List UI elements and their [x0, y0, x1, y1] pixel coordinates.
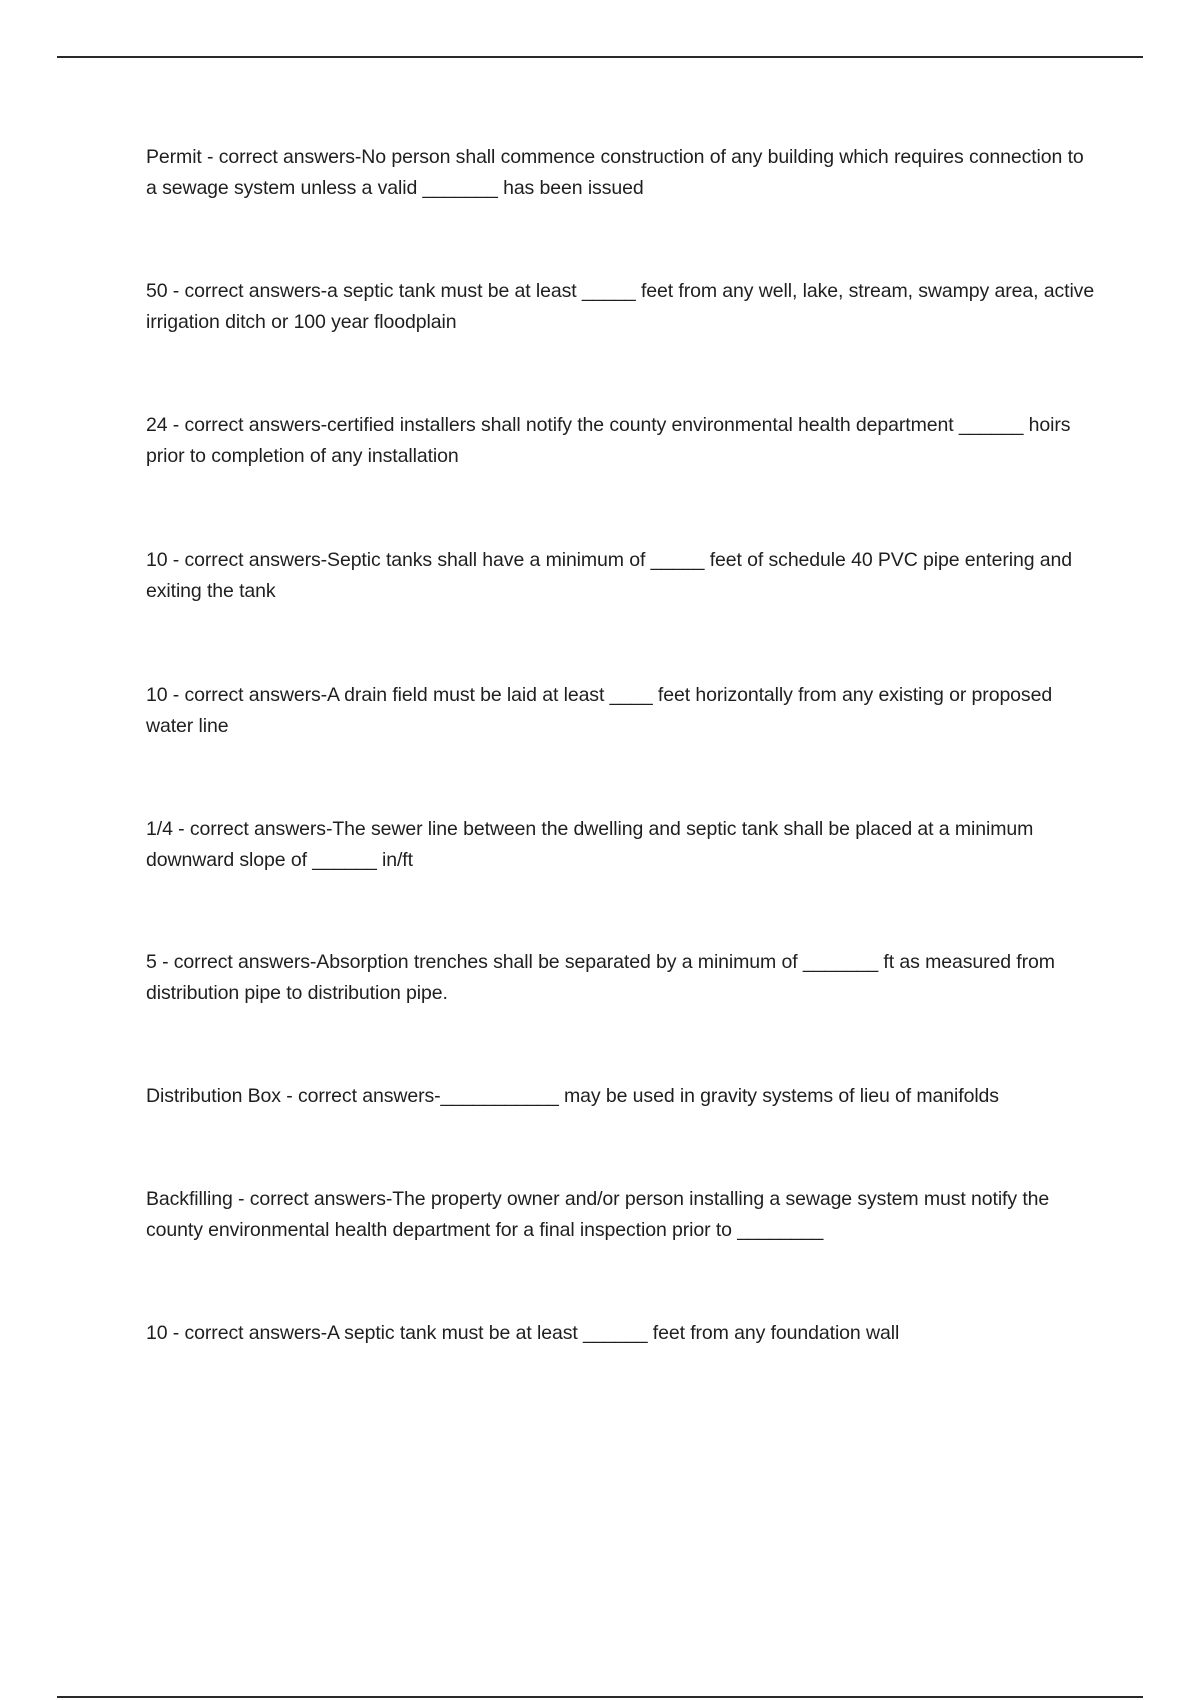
- qa-item-sewer-slope: 1/4 - correct answers-The sewer line between the dwelling and septic tank shall be placed at a minimum downward slope of ______ in/ft: [146, 818, 1034, 871]
- qa-item-septic-distance-well: 50 - correct answers-a septic tank must be at least _____ feet from any well, lake, stream, swampy area, active irrigation ditch or 100 year floodplain: [146, 280, 1095, 333]
- qa-item-drain-field: 10 - correct answers-A drain field must be laid at least ____ feet horizontally from any existing or proposed water line: [146, 684, 1053, 737]
- footer-rule: [57, 1696, 1143, 1698]
- qa-item-pvc-pipe: 10 - correct answers-Septic tanks shall have a minimum of _____ feet of schedule 40 PVC pipe entering and exiting the tank: [146, 549, 1073, 602]
- header-rule: [57, 56, 1143, 58]
- qa-item-distribution-box: Distribution Box - correct answers-___________ may be used in gravity systems of lieu of manifolds: [146, 1085, 999, 1107]
- qa-item-permit: Permit - correct answers-No person shall commence construction of any building which requires connection to a sewage system unless a valid _______ has been issued: [146, 146, 1084, 199]
- qa-item-foundation-wall: 10 - correct answers-A septic tank must be at least ______ feet from any foundation wall: [146, 1322, 900, 1344]
- qa-item-backfilling: Backfilling - correct answers-The property owner and/or person installing a sewage system must notify the county environmental health department for a final inspection prior to ________: [146, 1188, 1050, 1241]
- qa-item-absorption-trenches: 5 - correct answers-Absorption trenches shall be separated by a minimum of _______ ft as measured from distribution pipe to distribution pipe.: [146, 951, 1055, 1004]
- qa-item-installer-notice: 24 - correct answers-certified installers shall notify the county environmental health department ______ hoirs prior to completion of any installation: [146, 414, 1071, 467]
